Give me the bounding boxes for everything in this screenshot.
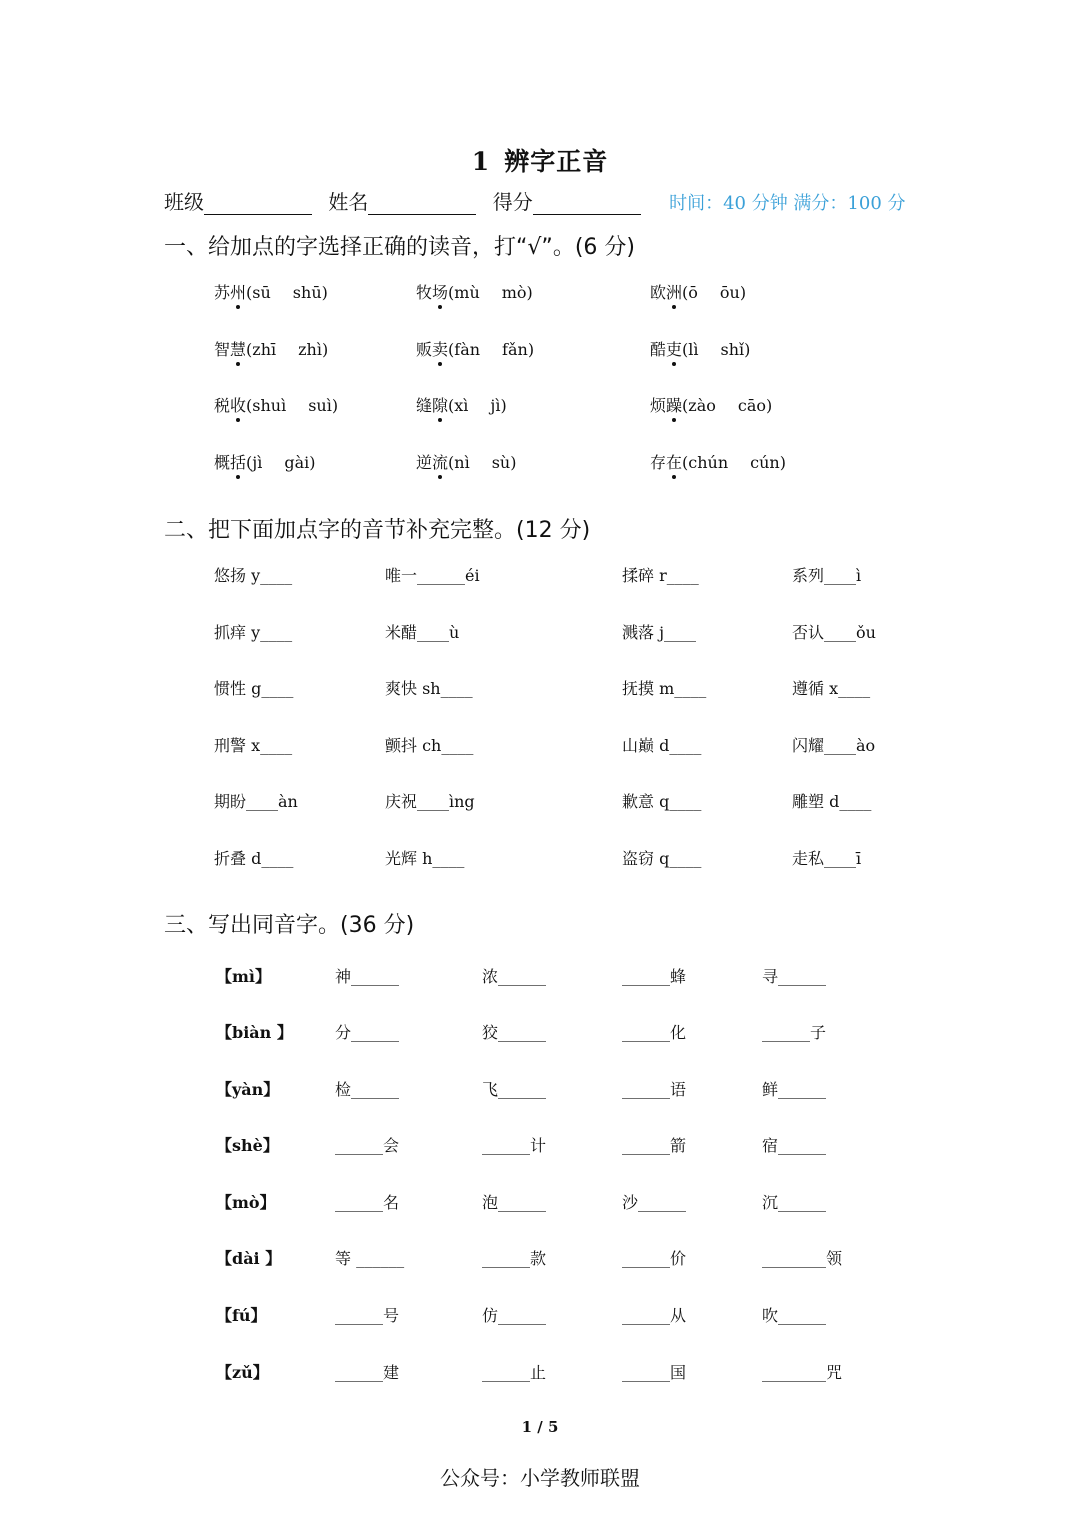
homophone-blank-item[interactable]: ______名	[335, 1193, 400, 1212]
homophone-blank-item[interactable]: ______化	[622, 1023, 687, 1042]
homophone-blank-item[interactable]: ______蜂	[622, 967, 687, 986]
homophone-blank-item[interactable]: ________领	[762, 1249, 843, 1268]
word-char: 牧	[416, 283, 433, 302]
pinyin-choice-item	[650, 393, 772, 416]
syllable-fill-item[interactable]: 唯一______éi	[385, 566, 480, 585]
dotted-char: 躁	[666, 393, 682, 416]
word-char: 贩	[416, 340, 433, 359]
syllable-fill-item[interactable]: 溅落 j____	[622, 623, 697, 642]
homophone-blank-item[interactable]: ______箭	[622, 1136, 687, 1155]
homophone-blank-item[interactable]: ______子	[762, 1023, 827, 1042]
pinyin-option[interactable]: shū)	[292, 283, 328, 302]
pinyin-option[interactable]: ōu)	[719, 283, 747, 302]
title-text: 辨字正音	[504, 147, 609, 176]
time-and-score-info: 时间：40 分钟 满分：100 分	[669, 193, 906, 214]
class-field	[164, 186, 312, 215]
pinyin-option[interactable]: (zào	[682, 396, 716, 415]
homophone-blank-item[interactable]: 分______	[335, 1023, 400, 1042]
homophone-blank-item[interactable]: 飞______	[482, 1080, 547, 1099]
homophone-blank-item[interactable]: 吹______	[762, 1306, 827, 1325]
syllable-fill-item[interactable]: 期盼____àn	[214, 792, 298, 811]
pinyin-choice-item	[416, 280, 533, 303]
score-label: 得分	[492, 190, 533, 214]
syllable-fill-item[interactable]: 刑警 x____	[214, 736, 293, 755]
word-char: 存	[650, 453, 667, 472]
pinyin-choice-item	[214, 337, 328, 360]
syllable-fill-item[interactable]: 走私____ī	[792, 849, 862, 868]
syllable-fill-item[interactable]: 米醋____ù	[385, 623, 460, 642]
dotted-char: 在	[666, 450, 682, 473]
pinyin-choice-item	[650, 337, 750, 360]
syllable-fill-item[interactable]: 惯性 g____	[214, 679, 294, 698]
pinyin-option[interactable]: cún)	[750, 453, 786, 472]
word-char: 缝	[416, 396, 433, 415]
dotted-char: 流	[432, 450, 448, 473]
pinyin-choice-item	[416, 450, 516, 473]
pinyin-bracket: 【fú】	[216, 1306, 267, 1325]
homophone-blank-item[interactable]: ______号	[335, 1306, 400, 1325]
homophone-blank-item[interactable]: ______国	[622, 1363, 687, 1382]
pinyin-option[interactable]: suì)	[308, 396, 339, 415]
syllable-fill-item[interactable]: 闪耀____ào	[792, 736, 876, 755]
class-label: 班级	[164, 190, 204, 214]
homophone-blank-item[interactable]: 沉______	[762, 1193, 827, 1212]
pinyin-option[interactable]: (zhī	[246, 340, 277, 359]
syllable-fill-item[interactable]: 歉意 q____	[622, 792, 702, 811]
pinyin-option[interactable]: (fàn	[448, 340, 481, 359]
dotted-char: 吏	[666, 337, 682, 360]
homophone-blank-item[interactable]: 泡______	[482, 1193, 547, 1212]
homophone-blank-item[interactable]: ______会	[335, 1136, 400, 1155]
pinyin-bracket: 【shè】	[216, 1136, 279, 1155]
pinyin-option[interactable]: (lì	[682, 340, 699, 359]
syllable-fill-item[interactable]: 否认____ǒu	[792, 623, 876, 642]
pinyin-option[interactable]: (jì	[246, 453, 263, 472]
syllable-fill-item[interactable]: 光辉 h____	[385, 849, 465, 868]
pinyin-choice-item	[650, 280, 746, 303]
syllable-fill-item[interactable]: 抚摸 m____	[622, 679, 707, 698]
syllable-fill-item[interactable]: 爽快 sh____	[385, 679, 473, 698]
homophone-blank-item[interactable]: ______价	[622, 1249, 687, 1268]
dotted-char: 慧	[230, 337, 246, 360]
homophone-blank-item[interactable]: 鲜______	[762, 1080, 827, 1099]
syllable-fill-item[interactable]: 盗窃 q____	[622, 849, 702, 868]
pinyin-option[interactable]: zhì)	[298, 340, 329, 359]
pinyin-option[interactable]: (mù	[448, 283, 480, 302]
footer-text: 公众号：小学教师联盟	[440, 1466, 640, 1490]
word-char: 逆	[416, 453, 433, 472]
name-blank[interactable]	[368, 192, 476, 215]
pinyin-choice-item	[650, 450, 786, 473]
syllable-fill-item[interactable]: 颤抖 ch____	[385, 736, 474, 755]
word-char: 欧	[650, 283, 667, 302]
dotted-char: 括	[230, 450, 246, 473]
pinyin-bracket: 【mò】	[216, 1193, 276, 1212]
pinyin-choice-item	[214, 280, 328, 303]
pinyin-option[interactable]: mò)	[501, 283, 533, 302]
homophone-blank-item[interactable]: 宿______	[762, 1136, 827, 1155]
section2-heading: 二、把下面加点字的音节补充完整。(12 分)	[164, 518, 591, 543]
pinyin-bracket: 【biàn 】	[216, 1023, 293, 1042]
name-label: 姓名	[328, 190, 369, 214]
pinyin-option[interactable]: shǐ)	[720, 340, 751, 359]
syllable-fill-item[interactable]: 系列____ì	[792, 566, 862, 585]
pinyin-bracket: 【dài 】	[216, 1249, 282, 1268]
syllable-fill-item[interactable]: 雕塑 d____	[792, 792, 872, 811]
pinyin-choice-item	[214, 450, 316, 473]
dotted-char: 场	[432, 280, 448, 303]
pinyin-option[interactable]: gài)	[284, 453, 316, 472]
pinyin-option[interactable]: (xì	[448, 396, 469, 415]
score-blank[interactable]	[533, 192, 641, 215]
syllable-fill-item[interactable]: 折叠 d____	[214, 849, 294, 868]
pinyin-bracket: 【zǔ】	[216, 1363, 269, 1382]
class-blank[interactable]	[204, 192, 312, 215]
homophone-blank-item[interactable]: 检______	[335, 1080, 400, 1099]
homophone-blank-item[interactable]: 狡______	[482, 1023, 547, 1042]
word-char: 税	[214, 396, 231, 415]
name-field	[328, 186, 476, 215]
pinyin-choice-item	[416, 337, 534, 360]
homophone-blank-item[interactable]: ______款	[482, 1249, 547, 1268]
page-number: 1 / 5	[521, 1418, 559, 1436]
syllable-fill-item[interactable]: 悠扬 y____	[214, 566, 293, 585]
homophone-blank-item[interactable]: 寻______	[762, 967, 827, 986]
dotted-char: 洲	[666, 280, 682, 303]
syllable-fill-item[interactable]: 揉碎 r____	[622, 566, 699, 585]
section3-heading: 三、写出同音字。(36 分)	[164, 913, 415, 938]
word-char: 苏	[214, 283, 231, 302]
section1-heading: 一、给加点的字选择正确的读音，打“√”。(6 分)	[164, 235, 635, 260]
pinyin-option[interactable]: jì)	[490, 396, 507, 415]
word-char: 概	[214, 453, 231, 472]
dotted-char: 隙	[432, 393, 448, 416]
pinyin-option[interactable]: fǎn)	[502, 340, 535, 359]
pinyin-bracket: 【yàn】	[216, 1080, 280, 1099]
dotted-char: 卖	[432, 337, 448, 360]
homophone-blank-item[interactable]: 浓______	[482, 967, 547, 986]
pinyin-choice-item	[416, 393, 507, 416]
student-info	[164, 186, 924, 215]
pinyin-option[interactable]: cāo)	[737, 396, 773, 415]
homophone-blank-item[interactable]: 仿______	[482, 1306, 547, 1325]
homophone-blank-item[interactable]: ______计	[482, 1136, 547, 1155]
word-char: 智	[214, 340, 231, 359]
dotted-char: 州	[230, 280, 246, 303]
syllable-fill-item[interactable]: 山巅 d____	[622, 736, 702, 755]
pinyin-option[interactable]: (sū	[246, 283, 271, 302]
syllable-fill-item[interactable]: 庆祝____ìng	[385, 792, 475, 811]
title-number: 1	[471, 147, 491, 176]
homophone-blank-item[interactable]: 神______	[335, 967, 400, 986]
homophone-blank-item[interactable]: 沙______	[622, 1193, 687, 1212]
pinyin-choice-item	[214, 393, 338, 416]
dotted-char: 收	[230, 393, 246, 416]
page-title	[0, 142, 1080, 178]
syllable-fill-item[interactable]: 抓痒 y____	[214, 623, 293, 642]
word-char: 烦	[650, 396, 667, 415]
pinyin-bracket: 【mì】	[216, 967, 272, 986]
pinyin-option[interactable]: sù)	[491, 453, 517, 472]
homophone-blank-item[interactable]: ______语	[622, 1080, 687, 1099]
homophone-blank-item[interactable]: ______建	[335, 1363, 400, 1382]
pinyin-option[interactable]: (ō	[682, 283, 698, 302]
syllable-fill-item[interactable]: 遵循 x____	[792, 679, 871, 698]
homophone-blank-item[interactable]: 等 ______	[335, 1249, 405, 1268]
homophone-blank-item[interactable]: ________咒	[762, 1363, 843, 1382]
score-field	[493, 186, 641, 215]
word-char: 酷	[650, 340, 667, 359]
homophone-blank-item[interactable]: ______止	[482, 1363, 547, 1382]
pinyin-option[interactable]: (nì	[448, 453, 470, 472]
pinyin-option[interactable]: (shuì	[246, 396, 287, 415]
pinyin-option[interactable]: (chún	[682, 453, 729, 472]
homophone-blank-item[interactable]: ______从	[622, 1306, 687, 1325]
